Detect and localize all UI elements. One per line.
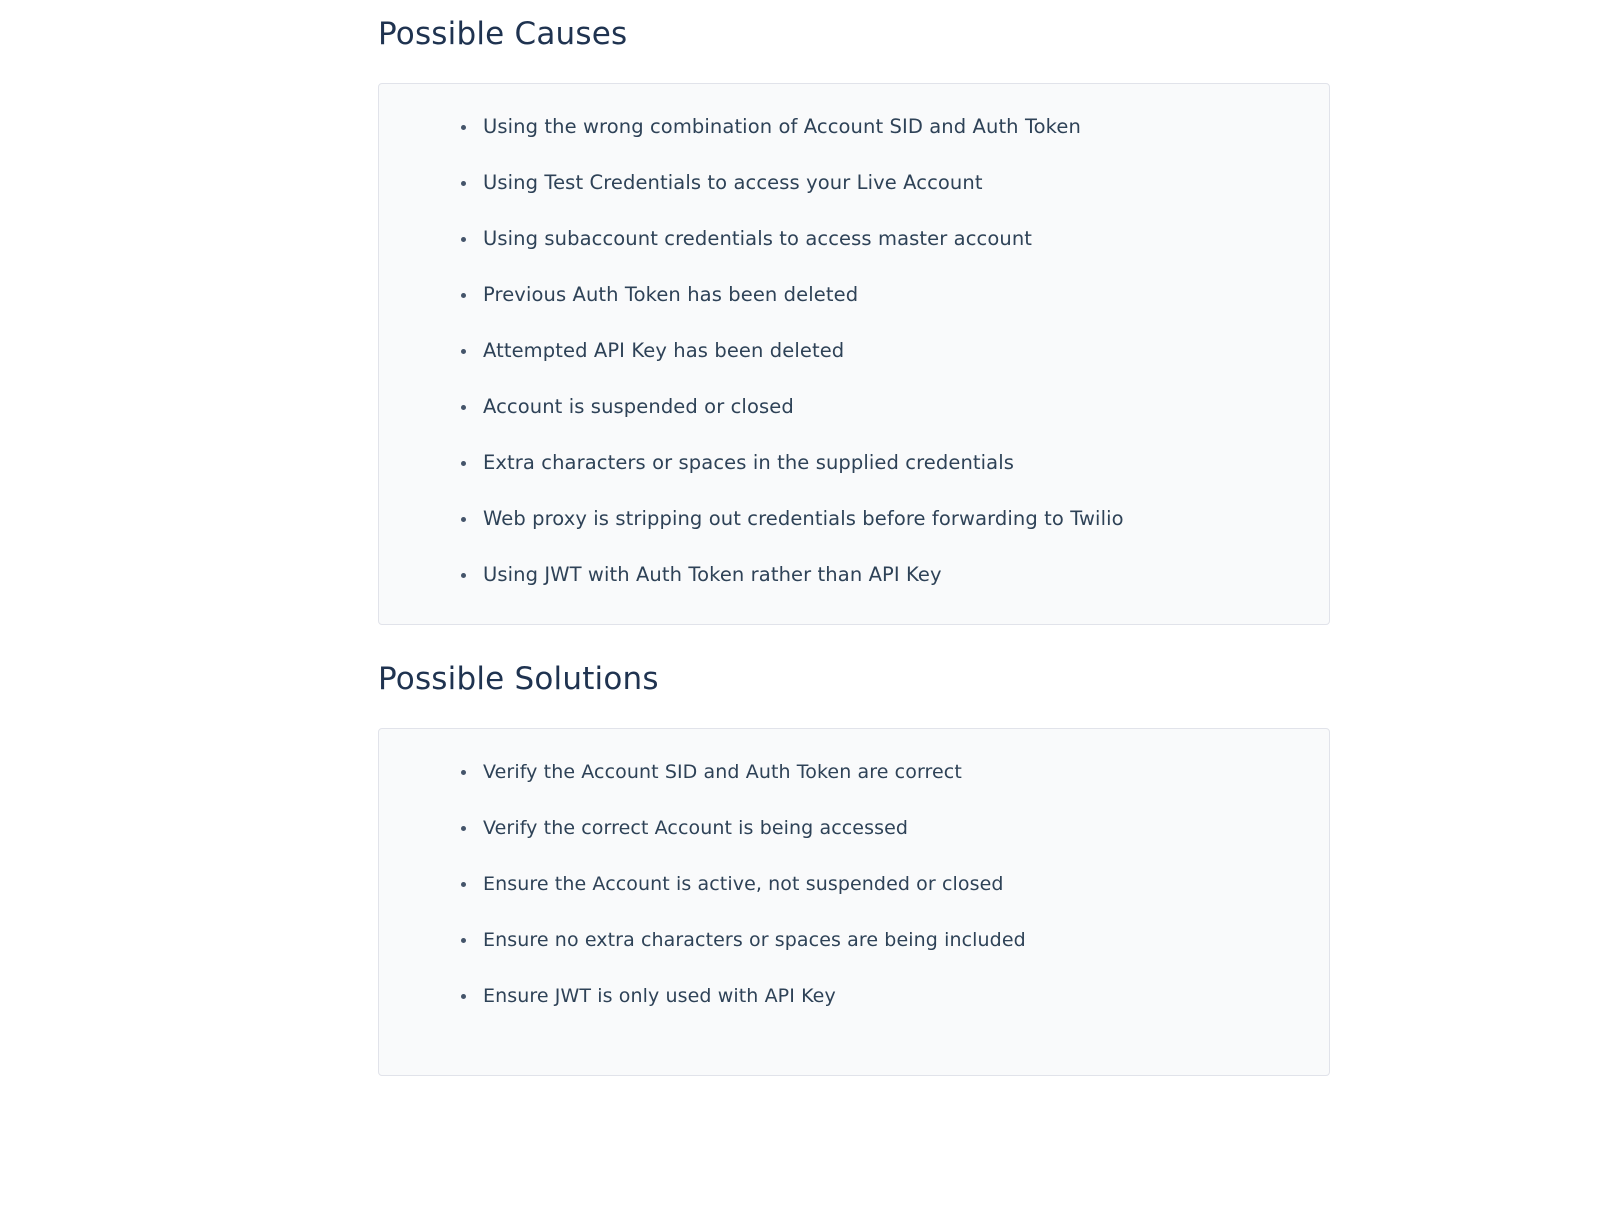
- list-item: Account is suspended or closed: [453, 394, 1289, 420]
- list-item: Using JWT with Auth Token rather than API Key: [453, 562, 1289, 588]
- list-item: Extra characters or spaces in the supplied credentials: [453, 450, 1289, 476]
- list-item: Using Test Credentials to access your Live Account: [453, 170, 1289, 196]
- list-item: Verify the Account SID and Auth Token are correct: [453, 759, 1289, 785]
- list-item: Attempted API Key has been deleted: [453, 338, 1289, 364]
- page-title-possible-solutions: Possible Solutions: [378, 661, 659, 697]
- possible-solutions-list: [419, 759, 1289, 1009]
- list-item: Using the wrong combination of Account SID and Auth Token: [453, 114, 1289, 140]
- list-item: Previous Auth Token has been deleted: [453, 282, 1289, 308]
- page-title-possible-causes: Possible Causes: [378, 16, 628, 52]
- list-item: Using subaccount credentials to access master account: [453, 226, 1289, 252]
- content-column: [378, 0, 1330, 1076]
- possible-causes-list: [419, 114, 1289, 588]
- possible-solutions-panel: [378, 728, 1330, 1076]
- possible-causes-panel: [378, 83, 1330, 625]
- list-item: Ensure JWT is only used with API Key: [453, 983, 1289, 1009]
- list-item: Ensure no extra characters or spaces are being included: [453, 927, 1289, 953]
- list-item: Web proxy is stripping out credentials before forwarding to Twilio: [453, 506, 1289, 532]
- list-item: Verify the correct Account is being accessed: [453, 815, 1289, 841]
- list-item: Ensure the Account is active, not suspended or closed: [453, 871, 1289, 897]
